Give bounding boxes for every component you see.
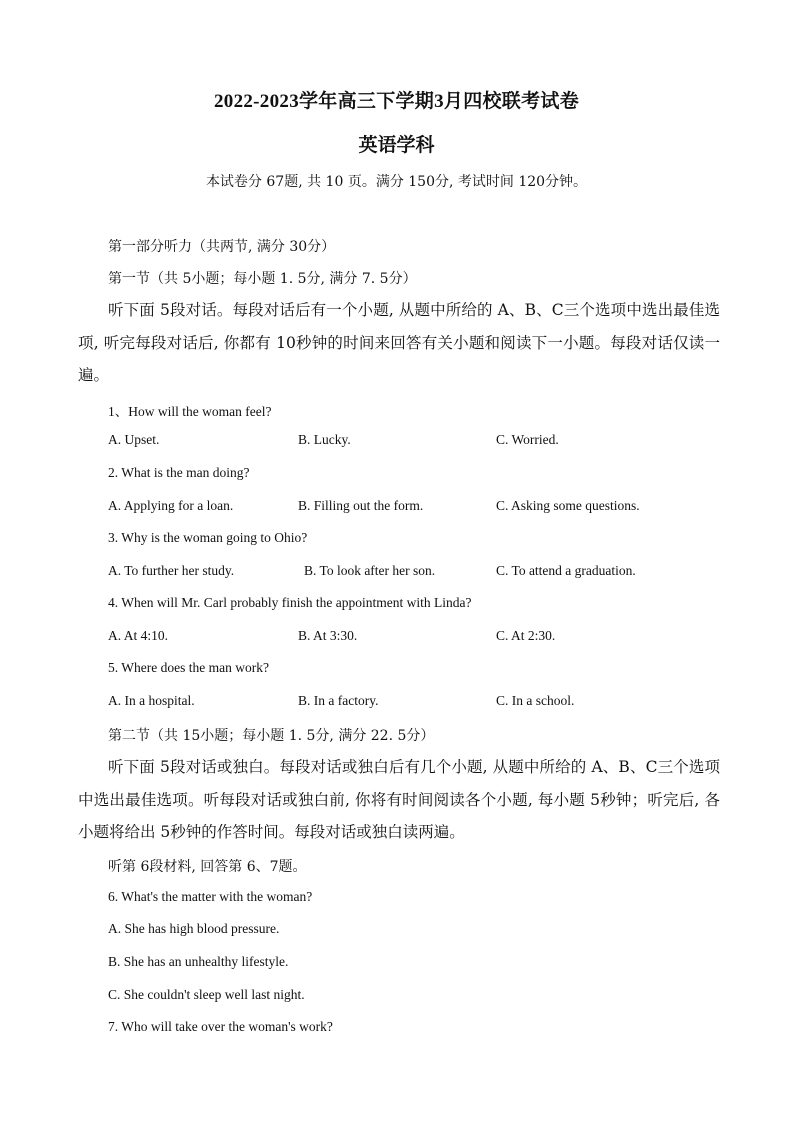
- question-stem: 1、How will the woman feel?: [108, 404, 272, 419]
- option-b: B. Filling out the form.: [298, 498, 424, 513]
- option-a: A. Applying for a loan.: [108, 498, 234, 513]
- option-b: B. In a factory.: [298, 693, 379, 708]
- section1-heading: 第一节（共 5小题；每小题 1. 5分, 满分 7. 5分）: [108, 271, 417, 287]
- option-b: B. To look after her son.: [304, 563, 436, 578]
- part1-heading: 第一部分听力（共两节, 满分 30分）: [108, 239, 336, 255]
- question-stem: 3. Why is the woman going to Ohio?: [108, 530, 308, 545]
- option-a: A. To further her study.: [108, 563, 235, 578]
- question-stem: 5. Where does the man work?: [108, 660, 269, 675]
- exam-info: 本试卷分 67题, 共 10 页。满分 150分, 考试时间 120分钟。: [205, 174, 588, 190]
- question-stem: 2. What is the man doing?: [108, 465, 250, 480]
- exam-subject: 英语学科: [358, 134, 435, 156]
- exam-title: 2022-2023学年高三下学期3月四校联考试卷: [213, 91, 580, 112]
- question-stem: 7. Who will take over the woman's work?: [108, 1019, 333, 1034]
- question-stem: 4. When will Mr. Carl probably finish the appointment with Linda?: [108, 595, 472, 610]
- section1-instructions: 听下面 5段对话。每段对话后有一个小题, 从题中所给的 A、B、C三个选项中选出最佳选项, 听完每段对话后, 你都有 10秒钟的时间来回答有关小题和阅读下一小题。每段对话仅读一遍。: [78, 301, 720, 384]
- option-c: C. Asking some questions.: [496, 498, 640, 513]
- question-stem: 6. What's the matter with the woman?: [108, 889, 313, 904]
- section2-heading: 第二节（共 15小题；每小题 1. 5分, 满分 22. 5分）: [108, 728, 435, 744]
- option-c: C. At 2:30.: [496, 628, 556, 643]
- material-note: 听第 6段材料, 回答第 6、7题。: [108, 859, 307, 875]
- option-b: B. At 3:30.: [298, 628, 358, 643]
- option-c: C. Worried.: [496, 432, 559, 447]
- option-b: B. Lucky.: [298, 432, 351, 447]
- option-a: A. She has high blood pressure.: [108, 921, 280, 936]
- section2-instructions: 听下面 5段对话或独白。每段对话或独白后有几个小题, 从题中所给的 A、B、C三个选项中选出最佳选项。听每段对话或独白前, 你将有时间阅读各个小题, 每小题 5秒钟；听完后, 各小题将给出 5秒钟的作答时间。每段对话或独白读两遍。: [78, 758, 720, 841]
- option-a: A. Upset.: [108, 432, 160, 447]
- option-a: A. At 4:10.: [108, 628, 169, 643]
- option-a: A. In a hospital.: [108, 693, 195, 708]
- option-b: B. She has an unhealthy lifestyle.: [108, 954, 289, 969]
- option-c: C. To attend a graduation.: [496, 563, 636, 578]
- option-c: C. She couldn't sleep well last night.: [108, 987, 305, 1002]
- option-c: C. In a school.: [496, 693, 575, 708]
